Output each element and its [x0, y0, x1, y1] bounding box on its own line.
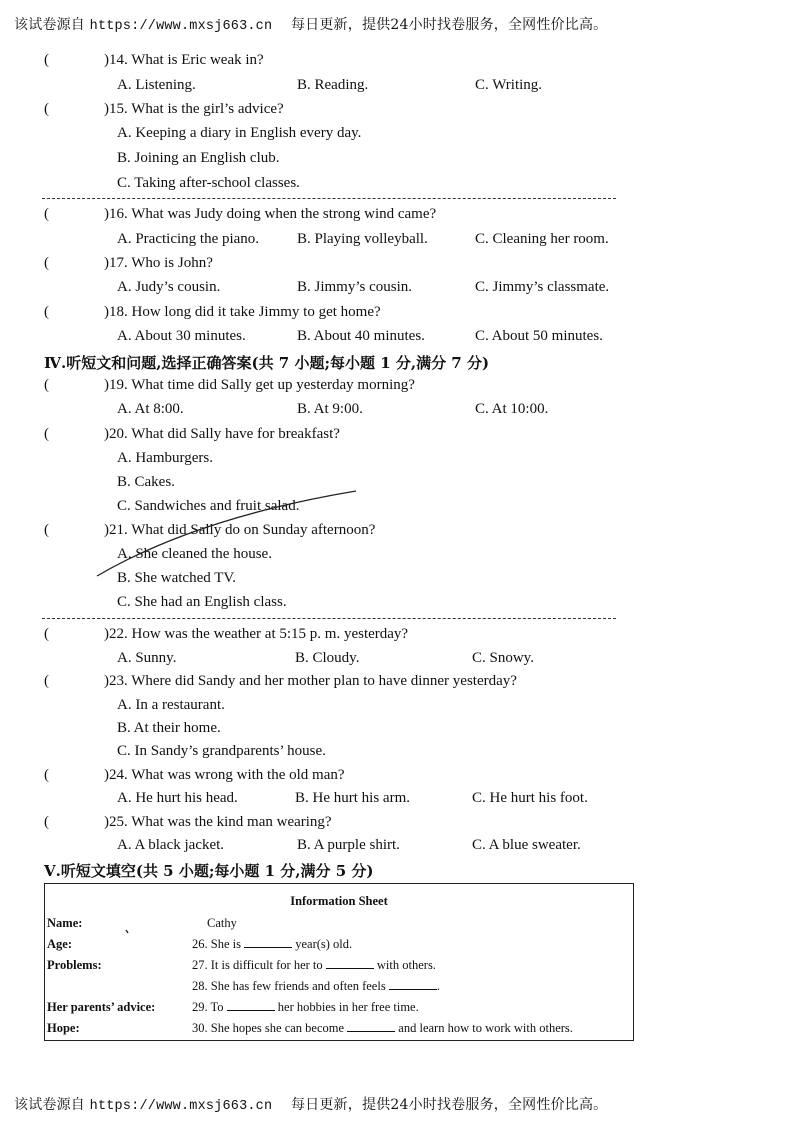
item-26-text-before: 26. She is	[192, 937, 241, 951]
option-23-a: A. In a restaurant.	[117, 697, 225, 713]
question-number: )24.	[104, 767, 132, 783]
question-text: What was wrong with the old man?	[131, 767, 345, 783]
question-number: )20.	[104, 426, 132, 442]
item-27-text-before: 27. It is difficult for her to	[192, 958, 323, 972]
question-20	[44, 426, 340, 443]
question-text: How long did it take Jimmy to get home?	[131, 304, 381, 320]
option-21-a: A. She cleaned the house.	[117, 546, 272, 562]
item-27-text-after: with others.	[376, 958, 436, 972]
item-30	[192, 1021, 573, 1036]
question-number: )16.	[104, 206, 132, 222]
question-number: )19.	[104, 377, 132, 393]
option-20-c: C. Sandwiches and fruit salad.	[117, 498, 300, 514]
option-21-b: B. She watched TV.	[117, 570, 237, 586]
item-28-text-after: .	[436, 979, 440, 993]
option-19-b: B. At 9:00.	[297, 401, 363, 417]
header-url[interactable]: https://www.mxsj663.cn	[89, 19, 273, 34]
blank-29[interactable]	[227, 1000, 275, 1011]
option-16-a: A. Practicing the piano.	[117, 231, 260, 247]
answer-bracket[interactable]: (	[44, 377, 49, 393]
question-number: )17.	[104, 255, 132, 271]
option-23-b: B. At their home.	[117, 720, 221, 736]
answer-bracket[interactable]: (	[44, 814, 49, 830]
option-20-b: B. Cakes.	[117, 474, 175, 490]
question-text: Where did Sandy and her mother plan to have dinner yesterday?	[131, 673, 517, 689]
answer-bracket[interactable]: (	[44, 673, 49, 689]
label-name: Name:	[47, 916, 83, 930]
option-17-c: C. Jimmy’s classmate.	[475, 279, 610, 295]
question-text: What is the girl’s advice?	[131, 101, 284, 117]
answer-bracket[interactable]: (	[44, 767, 49, 783]
option-18-c: C. About 50 minutes.	[475, 328, 603, 344]
option-19-a: A. At 8:00.	[117, 401, 184, 417]
answer-bracket[interactable]: (	[44, 522, 49, 538]
answer-bracket[interactable]: (	[44, 206, 49, 222]
option-25-c: C. A blue sweater.	[472, 837, 581, 853]
option-22-c: C. Snowy.	[472, 650, 534, 666]
option-21-c: C. She had an English class.	[117, 594, 287, 610]
option-15-a: A. Keeping a diary in English every day.	[117, 125, 362, 141]
item-29-text-before: 29. To	[192, 1000, 224, 1014]
question-number: )23.	[104, 673, 132, 689]
question-15	[44, 101, 284, 118]
question-text: What was the kind man wearing?	[131, 814, 332, 830]
question-14	[44, 52, 264, 69]
option-18-b: B. About 40 minutes.	[297, 328, 425, 344]
footer-url[interactable]: https://www.mxsj663.cn	[89, 1099, 273, 1114]
option-17-a: A. Judy’s cousin.	[117, 279, 221, 295]
label-age: Age:	[47, 937, 72, 951]
dashed-divider	[42, 198, 616, 199]
section-v-heading: Ⅴ.听短文填空(共 5 小题;每小题 1 分,满分 5 分)	[44, 862, 374, 880]
option-14-b: B. Reading.	[297, 77, 369, 93]
question-number: )21.	[104, 522, 132, 538]
item-28-text-before: 28. She has few friends and often feels	[192, 979, 386, 993]
answer-bracket[interactable]: (	[44, 255, 49, 271]
header-source: 该试卷源自	[14, 17, 85, 33]
footer-tagline: 每日更新，提供24小时找卷服务，全网性价比高。	[290, 1097, 608, 1113]
section-iv-heading: Ⅳ.听短文和问题,选择正确答案(共 7 小题;每小题 1 分,满分 7 分)	[44, 354, 490, 372]
question-21	[44, 522, 375, 539]
option-25-b: B. A purple shirt.	[297, 837, 400, 853]
answer-bracket[interactable]: (	[44, 101, 49, 117]
question-text: What time did Sally get up yesterday morning?	[131, 377, 415, 393]
option-25-a: A. A black jacket.	[117, 837, 225, 853]
item-30-text-after: and learn how to work with others.	[398, 1021, 573, 1035]
label-problems: Problems:	[47, 958, 102, 972]
dashed-divider	[42, 618, 616, 619]
option-24-a: A. He hurt his head.	[117, 790, 238, 806]
question-23	[44, 673, 517, 690]
question-text: What did Sally have for breakfast?	[131, 426, 340, 442]
item-28	[192, 979, 440, 994]
option-24-c: C. He hurt his foot.	[472, 790, 588, 806]
option-20-a: A. Hamburgers.	[117, 450, 213, 466]
question-16	[44, 206, 436, 223]
item-29-text-after: her hobbies in her free time.	[277, 1000, 419, 1014]
option-14-a: A. Listening.	[117, 77, 196, 93]
value-name: Cathy	[207, 916, 237, 930]
option-18-a: A. About 30 minutes.	[117, 328, 246, 344]
option-23-c: C. In Sandy’s grandparents’ house.	[117, 743, 326, 759]
item-26	[192, 937, 352, 952]
answer-bracket[interactable]: (	[44, 304, 49, 320]
question-number: )18.	[104, 304, 132, 320]
question-text: How was the weather at 5:15 p. m. yesterday?	[131, 626, 409, 642]
question-18	[44, 304, 381, 321]
question-24	[44, 767, 345, 784]
answer-bracket[interactable]: (	[44, 426, 49, 442]
answer-bracket[interactable]: (	[44, 52, 49, 68]
option-16-b: B. Playing volleyball.	[297, 231, 428, 247]
option-17-b: B. Jimmy’s cousin.	[297, 279, 413, 295]
answer-bracket[interactable]: (	[44, 626, 49, 642]
question-text: Who is John?	[131, 255, 213, 271]
sheet-title: Information Sheet	[290, 894, 388, 908]
label-hope: Hope:	[47, 1021, 80, 1035]
option-22-b: B. Cloudy.	[295, 650, 360, 666]
option-24-b: B. He hurt his arm.	[295, 790, 410, 806]
label-parents-advice: Her parents’ advice:	[47, 1000, 156, 1014]
blank-30[interactable]	[347, 1021, 395, 1032]
option-19-c: C. At 10:00.	[475, 401, 549, 417]
information-sheet	[44, 883, 634, 1041]
question-25	[44, 814, 332, 831]
question-19	[44, 377, 415, 394]
option-14-c: C. Writing.	[475, 77, 543, 93]
blank-28[interactable]	[389, 979, 437, 990]
page-footer	[14, 1094, 607, 1114]
question-text: What was Judy doing when the strong wind came?	[131, 206, 437, 222]
question-number: )14.	[104, 52, 132, 68]
blank-27[interactable]	[326, 958, 374, 969]
item-26-text-after: year(s) old.	[295, 937, 353, 951]
question-number: )22.	[104, 626, 132, 642]
option-15-b: B. Joining an English club.	[117, 150, 280, 166]
option-22-a: A. Sunny.	[117, 650, 177, 666]
footer-source: 该试卷源自	[14, 1097, 85, 1113]
item-30-text-before: 30. She hopes she can become	[192, 1021, 345, 1035]
header-tagline: 每日更新，提供24小时找卷服务，全网性价比高。	[290, 17, 608, 33]
question-number: )25.	[104, 814, 132, 830]
page-header	[14, 14, 607, 34]
question-text: What did Sally do on Sunday afternoon?	[131, 522, 376, 538]
item-27	[192, 958, 436, 973]
question-text: What is Eric weak in?	[131, 52, 264, 68]
question-number: )15.	[104, 101, 132, 117]
item-29	[192, 1000, 419, 1015]
option-15-c: C. Taking after-school classes.	[117, 175, 300, 191]
blank-26[interactable]	[244, 937, 292, 948]
question-22	[44, 626, 408, 643]
question-17	[44, 255, 213, 272]
option-16-c: C. Cleaning her room.	[475, 231, 609, 247]
